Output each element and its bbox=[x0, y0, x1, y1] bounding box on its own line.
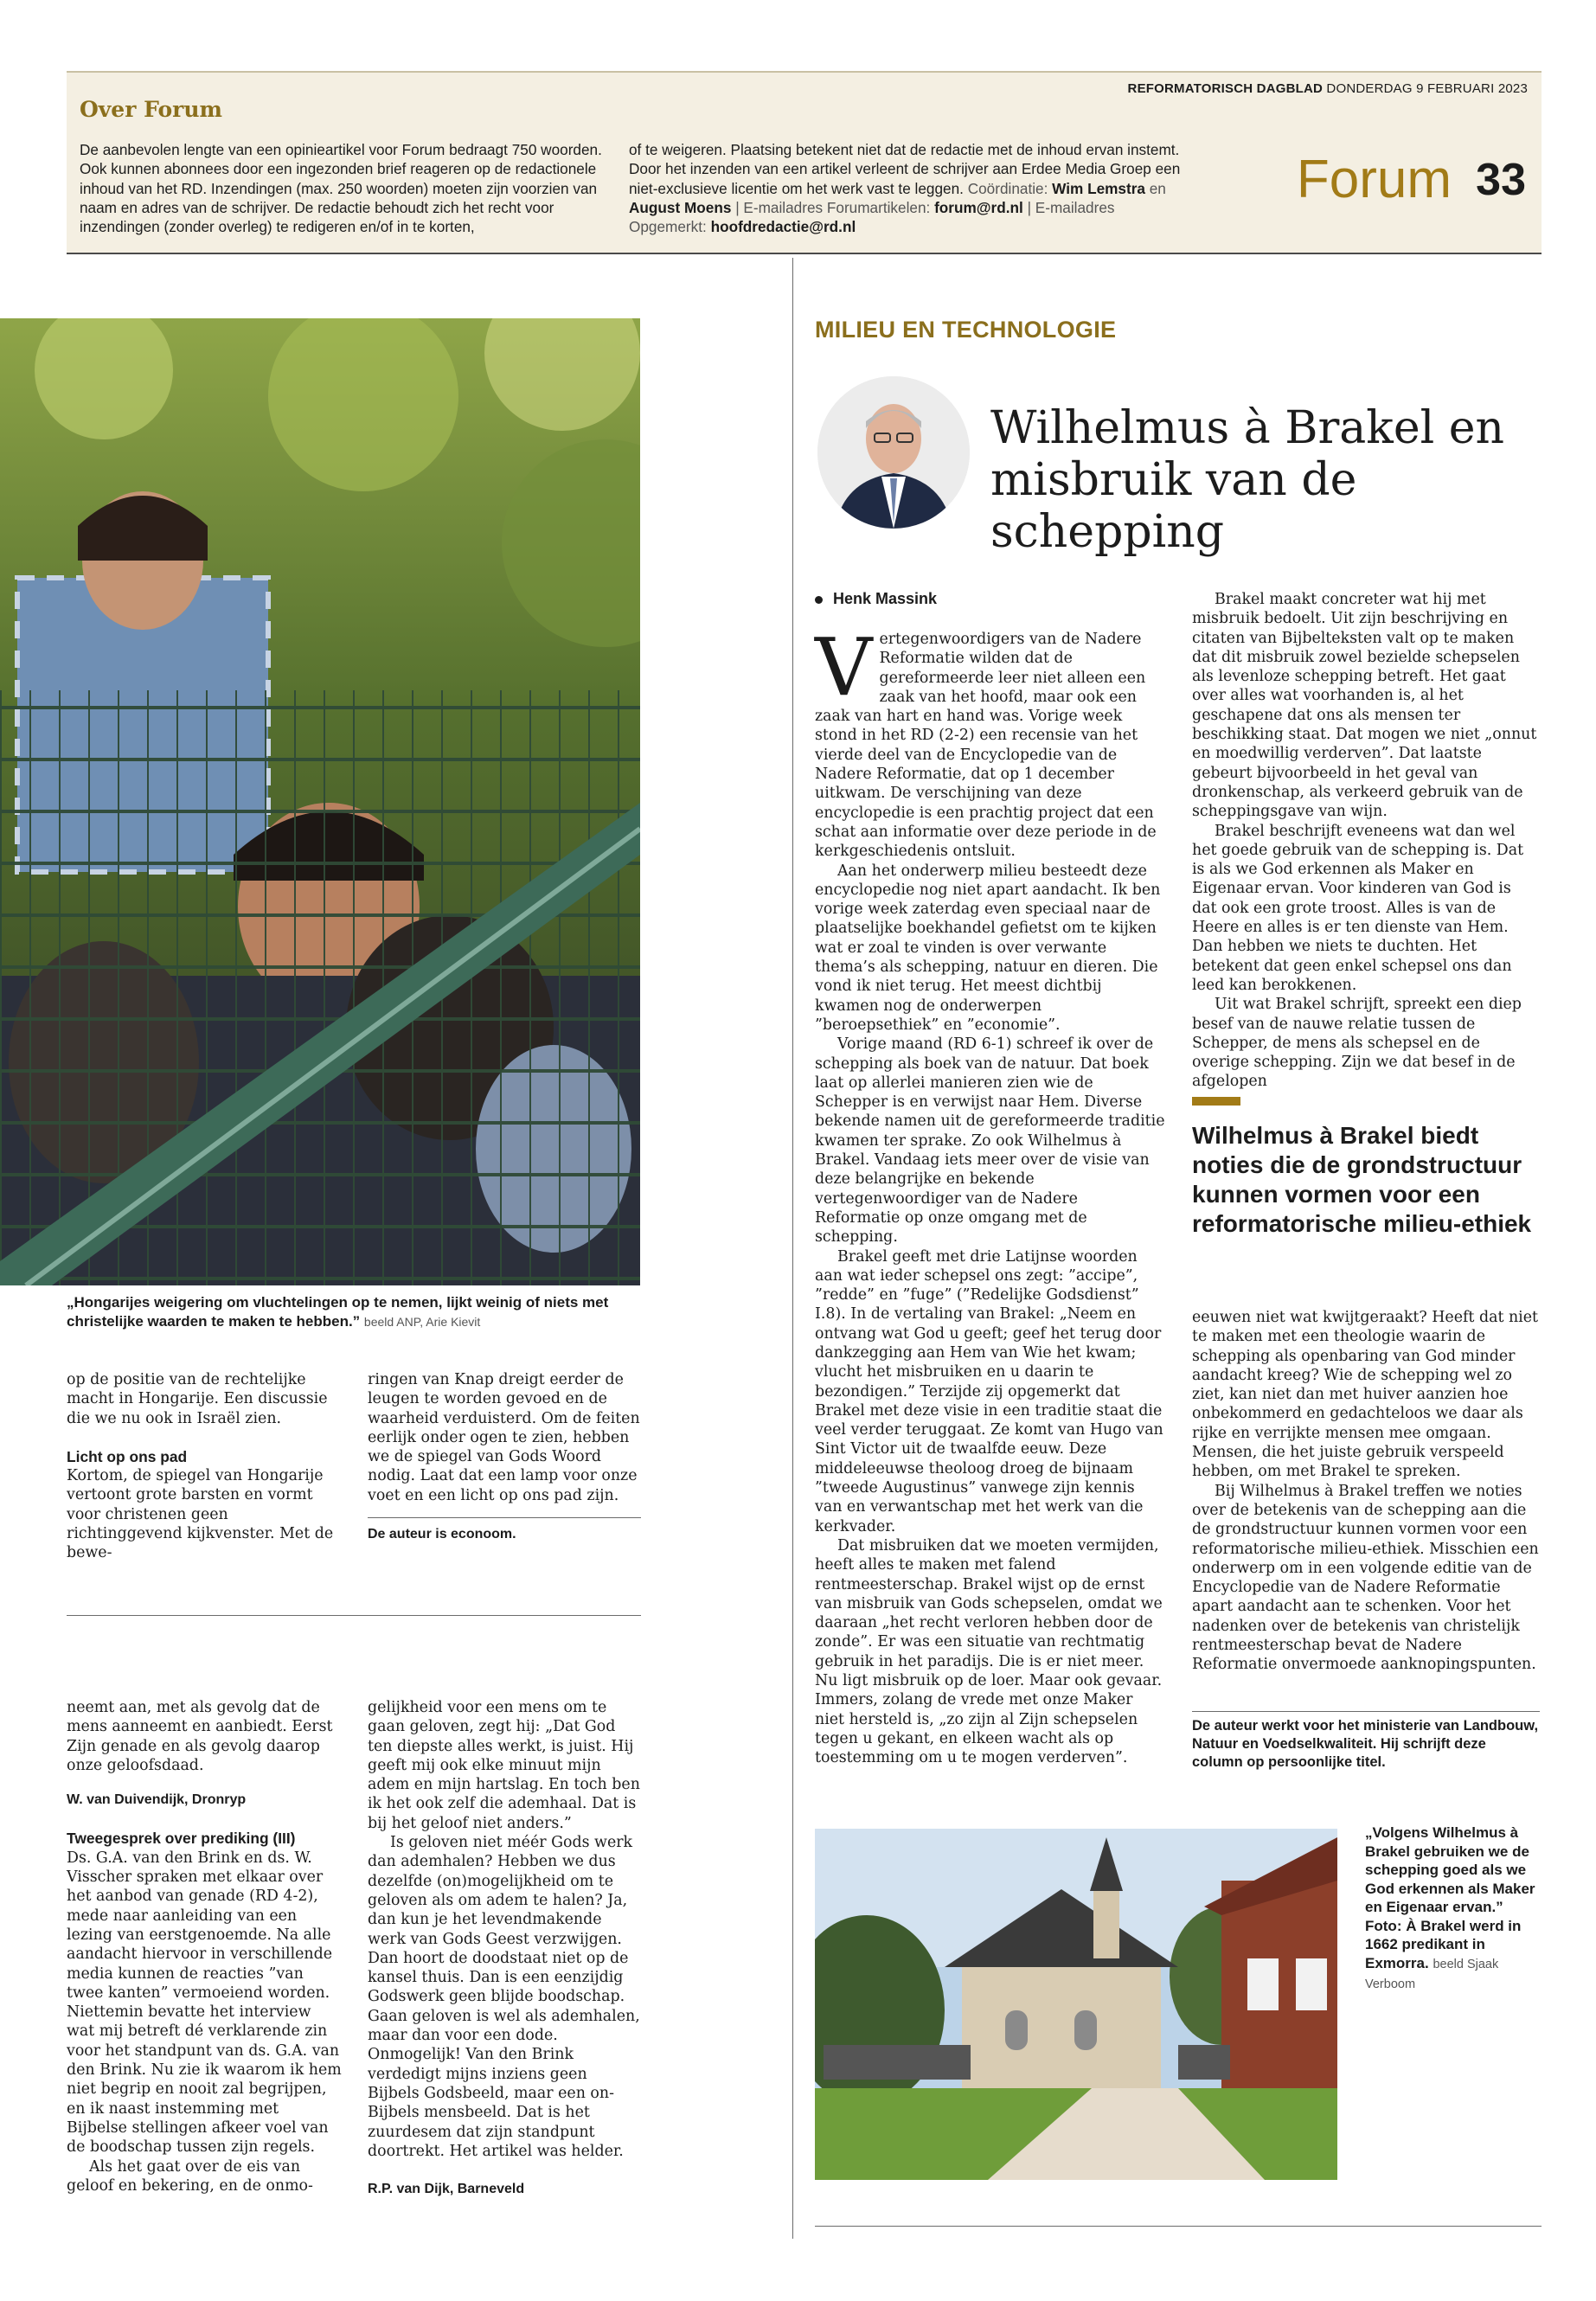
author-note-rule bbox=[368, 1517, 641, 1518]
forum-email-link[interactable]: forum@rd.nl bbox=[934, 198, 1023, 216]
church-exmorra-image bbox=[815, 1829, 1337, 2180]
author-note-econoom: De auteur is econoom. bbox=[368, 1527, 516, 1542]
letters-divider bbox=[67, 1615, 641, 1616]
drop-cap: V bbox=[815, 621, 873, 714]
right-article-col-2-top: Brakel maakt concreter wat hij met misbruik bedoelt. Uit zijn beschrijving en citaten van Bijbelteksten valt op te maken dat dit misbruik zowel bezielde schepselen als levenloze schepping betreft. Het gaat over alles wat voorhanden is, al het geschapene dat ons als mensen ter beschikking staat. Dat mogen we niet „onnut en moedwillig verderven”. Dat laatste gebeurt bijvoorbeeld in het geval van dronkenschap, als verkeerd gebruik van de scheppingsgave van wijn. Brakel beschrijft eveneens wat dan wel het goede gebruik van de schepping is. Dat is als we God erkennen als Maker en Eigenaar ervan. Voor kinderen van God is dat ook een grote troost. Alles is van de Heere en alles is er ten dienste van Hem. Dan hebben we niets te duchten. Het betekent dat geen enkel schepsel ons dan leed kan berokkenen. Uit wat Brakel schrijft, spreekt een diep besef van de nauwe relatie tussen de Schepper, de mens als schepsel en de overige schepping. Zijn we dat besef in de afgelopen bbox=[1192, 591, 1537, 1091]
forum-header bbox=[67, 73, 1542, 254]
right-article-col-2-bottom: eeuwen niet wat kwijtgeraakt? Heeft dat niet te maken met een theologie waarin de schepping als openbaring van God minder aandacht kreeg? Wie de schepping wel zo ziet, kan niet dan met huiver aanzien hoe onbekommerd en gedachteloos we daar als rijke en verrijkte mensen mee omgaan. Mensen, die het juiste gebruik verspeeld hebben, om met Brakel te spreken. Bij Wilhelmus à Brakel treffen we noties over de betekenis van de schepping aan die de grondstructuur kunnen vormen voor een reformatorische milieu-ethiek. Misschien een onderwerp om in een volgende editie van de Encyclopedie van de Nadere Reformatie apart aandacht aan te schenken. Voor het nadenken over de betekenis van christelijk rentmeesterschap bevat de Nadere Reformatie onvermoede aanknopingspunten. bbox=[1192, 1309, 1539, 1674]
section-kicker: MILIEU EN TECHNOLOGIE bbox=[815, 317, 1117, 343]
subheading-licht-op-ons-pad: Licht op ons pad bbox=[67, 1447, 188, 1465]
bottom-rule bbox=[815, 2226, 1542, 2227]
author-portrait bbox=[817, 376, 970, 529]
photo-caption-refugees: „Hongarijes weigering om vluchtelingen op te nemen, lijkt weinig of niets met christelijke waarden te maken te hebben.” beeld ANP, Arie Kievit bbox=[67, 1294, 609, 1330]
letters-col-1: neemt aan, met als gevolg dat de mens aanneemt en aanbiedt. Eerst Zijn genade en als gevolg daarop onze geloofsdaad. W. van Duivendijk, Dronryp Tweegesprek over prediking (III) Ds. G.A. van den Brink en ds. W. Visscher spraken met elkaar over het aanbod van genade (RD 4-2), mede naar aanleiding van een lezing van eerstgenoemde. Na alle aandacht hiervoor in verschillende media kunnen de reacties ”van twee kanten” vermoeiend worden. Niettemin bevatte het interview wat mij betreft dé verklarende zin voor het standpunt van ds. G.A. van den Brink. Nu zie ik waarom ik hem niet begrip en nooit zal begrijpen, en ik naast instemming met Bijbelse stellingen afkeer voel van de boodschap tussen zijn regels. Als het gaat over de eis van geloof en bekering, en de onmo- bbox=[67, 1698, 343, 2195]
left-article-col-2: ringen van Knap dreigt eerder de leugen te worden gevoed en de waarheid verduisterd. Om de feiten eerlijk onder ogen te zien, hebben we de spiegel van Gods Woord nodig. Laat dat een lamp voor onze voet en een licht op ons pad zijn. De auteur is econoom. bbox=[368, 1370, 641, 1544]
newspaper-dateline: REFORMATORISCH DAGBLAD DONDERDAG 9 FEBRUARI 2023 bbox=[1127, 81, 1528, 96]
over-forum-title: Over Forum bbox=[80, 97, 222, 122]
forum-info-col-1: De aanbevolen lengte van een opinieartikel voor Forum bedraagt 750 woorden. Ook kunnen abonnees door een ingezonden brief reageren op de redactionele inhoud van het RD. Inzendingen (max. 250 woorden) moeten zijn voorzien van naam en adres van de schrijver. De redactie behoudt zich het recht voor inzendingen (zonder overleg) te redigeren en/of in te korten, bbox=[80, 141, 602, 236]
noted-email-link[interactable]: hoofdredactie@rd.nl bbox=[710, 218, 856, 236]
photo-credit-church: beeld Sjaak Verboom bbox=[1365, 1957, 1499, 1991]
left-article-col-1: op de positie van de rechtelijke macht in Hongarije. Een discussie die we nu ook in Israël zien. Licht op ons pad Kortom, de spiegel van Hongarije vertoont grote barsten en vormt voor christenen geen richtinggevend kijkvenster. Met de bewe- bbox=[67, 1370, 343, 1563]
bullet-icon bbox=[815, 596, 823, 604]
right-article-col-1: Vertegenwoordigers van de Nadere Reformatie wilden dat de gereformeerde leer niet alleen een zaak van het hoofd, maar ook een zaak van hart en hand was. Vorige week stond in het RD (2-2) een recensie van het vierde deel van de Encyclopedie van de Nadere Reformatie, dat op 1 december uitkwam. De verschijning van deze encyclopedie is een prachtig project dat een schat aan informatie over deze periode in de kerkgeschiedenis ontsluit. Aan het onderwerp milieu besteedt deze encyclopedie nog niet apart aandacht. Ik ben vorige week zaterdag even speciaal naar de plaatselijke boekhandel gefietst om te kijken wat er zoal te vinden is over verwante thema’s als schepping, natuur en dieren. Die vond ik niet terug. Het meest dichtbij kwamen nog de onderwerpen ”beroepsethiek” en ”economie”. Vorige maand (RD 6-1) schreef ik over de schepping als boek van de natuur. Dat boek laat op allerlei manieren zien wie de Schepper is en verwijst naar Hem. Diverse bekende namen uit de gereformeerde traditie kwamen ter sprake. Zo ook Wilhelmus à Brakel. Vandaag iets meer over de visie van deze belangrijke en bekende vertegenwoordiger van de Nadere Reformatie op onze omgang met de schepping. Brakel geeft met drie Latijnse woorden aan wat ieder schepsel ons zegt: ”accipe”, ”redde” en ”fuge” (”Redelijke Godsdienst” I.8). In de vertaling van Brakel: „Neem en ontvang wat God u geeft; geef het terug door dankzegging aan Hem van Wie het kwam; vlucht het misbruiken en u daarin te bezondigen.” Terzijde zij opgemerkt dat Brakel met deze visie in een traditie staat die veel verder teruggaat. Ze komt van Hugo van Sint Victor uit de twaalfde eeuw. Deze middeleeuwse theoloog droeg de bijnaam ”tweede Augustinus” vanwege zijn kennis van en verwantschap met het werk van die kerkvader. Dat misbruiken dat we moeten vermijden, heeft alles te maken met falend rentmeesterschap. Brakel wijst op de ernst van misbruik van Gods schepselen, omdat we daaraan „het recht verloren hebben door de zonde”. Er was een situatie van rechtmatig gebruik in het paradijs. Die is er niet meer. Nu ligt misbruik op de loer. Maar ook gevaar. Immers, zolang de vrede met onze Maker niet hersteld is, „zo zijn al Zijn schepselen tegen u gekant, en elkeen wacht als op toestemming om u te mogen verderven”. bbox=[815, 621, 1165, 1767]
photo-credit: beeld ANP, Arie Kievit bbox=[363, 1315, 481, 1329]
article-author: Henk Massink bbox=[815, 590, 937, 608]
letter-signature-van-dijk: R.P. van Dijk, Barneveld bbox=[368, 2182, 525, 2197]
author-note-ministerie: De auteur werkt voor het ministerie van Landbouw, Natuur en Voedselkwaliteit. Hij schrijft deze column op persoonlijke titel. bbox=[1192, 1711, 1540, 1772]
author-portrait-image bbox=[817, 376, 970, 529]
article-headline: Wilhelmus à Brakel en misbruik van de schepping bbox=[990, 402, 1505, 558]
page-number: 33 bbox=[1476, 155, 1526, 205]
letter-signature-duivendijk: W. van Duivendijk, Dronryp bbox=[67, 1792, 247, 1808]
forum-info-col-2: of te weigeren. Plaatsing betekent niet dat de redactie met de inhoud ervan instemt. Door het inzenden van een artikel verleent de schrijver aan Erdee Media Groep een niet-exclusieve licentie om het werk vast te leggen. Coördinatie: Wim Lemstra en August Moens | E-mailadres Forumartikelen: forum@rd.nl | E-mailadres Opgemerkt: hoofdredactie@rd.nl bbox=[629, 141, 1181, 236]
photo-caption-church: „Volgens Wilhelmus à Brakel gebruiken we de schepping goed als we God erkennen als Maker en Eigenaar ervan.” Foto: À Brakel werd in 1662 predikant in Exmorra. beeld Sjaak Verboom bbox=[1365, 1824, 1535, 1991]
column-divider bbox=[792, 258, 793, 2239]
subheading-tweegesprek: Tweegesprek over prediking (III) bbox=[67, 1830, 296, 1848]
pull-quote-bar bbox=[1192, 1097, 1240, 1106]
church-exmorra-photo bbox=[815, 1829, 1337, 2180]
refugees-fence-image bbox=[0, 318, 640, 1285]
refugees-fence-photo bbox=[0, 318, 640, 1285]
letters-col-2: gelijkheid voor een mens om te gaan geloven, zegt hij: „Dat God ten diepste alles werkt, is juist. Hij geeft mij ook elke minuut mijn adem en mijn hartslag. En toch ben ik het ook zelf die ademhaal. Dat is bij het geloof niet anders.” Is geloven niet méér Gods werk dan ademhalen? Hebben we dus dezelfde (on)mogelijkheid om te geloven als om adem te halen? Ja, dan kun je het levendmakende werk van Gods Geest verzwijgen. Dan hoort de doodstaat niet op de kansel thuis. Dan is een eenzijdig Godswerk geen blijde boodschap. Gaan geloven is wel als ademhalen, maar dan voor een dode. Onmogelijk! Van den Brink verdedigt mijns inziens geen Bijbels Godsbeeld, maar een on-Bijbels mensbeeld. Dat is het zuurdesem dat zijn standpunt doortrekt. Het artikel was helder. R.P. van Dijk, Barneveld bbox=[368, 1698, 641, 2199]
section-name: Forum bbox=[1296, 150, 1452, 209]
pull-quote: Wilhelmus à Brakel biedt noties die de grondstructuur kunnen vormen voor een reformatorische milieu-ethiek bbox=[1192, 1122, 1532, 1237]
